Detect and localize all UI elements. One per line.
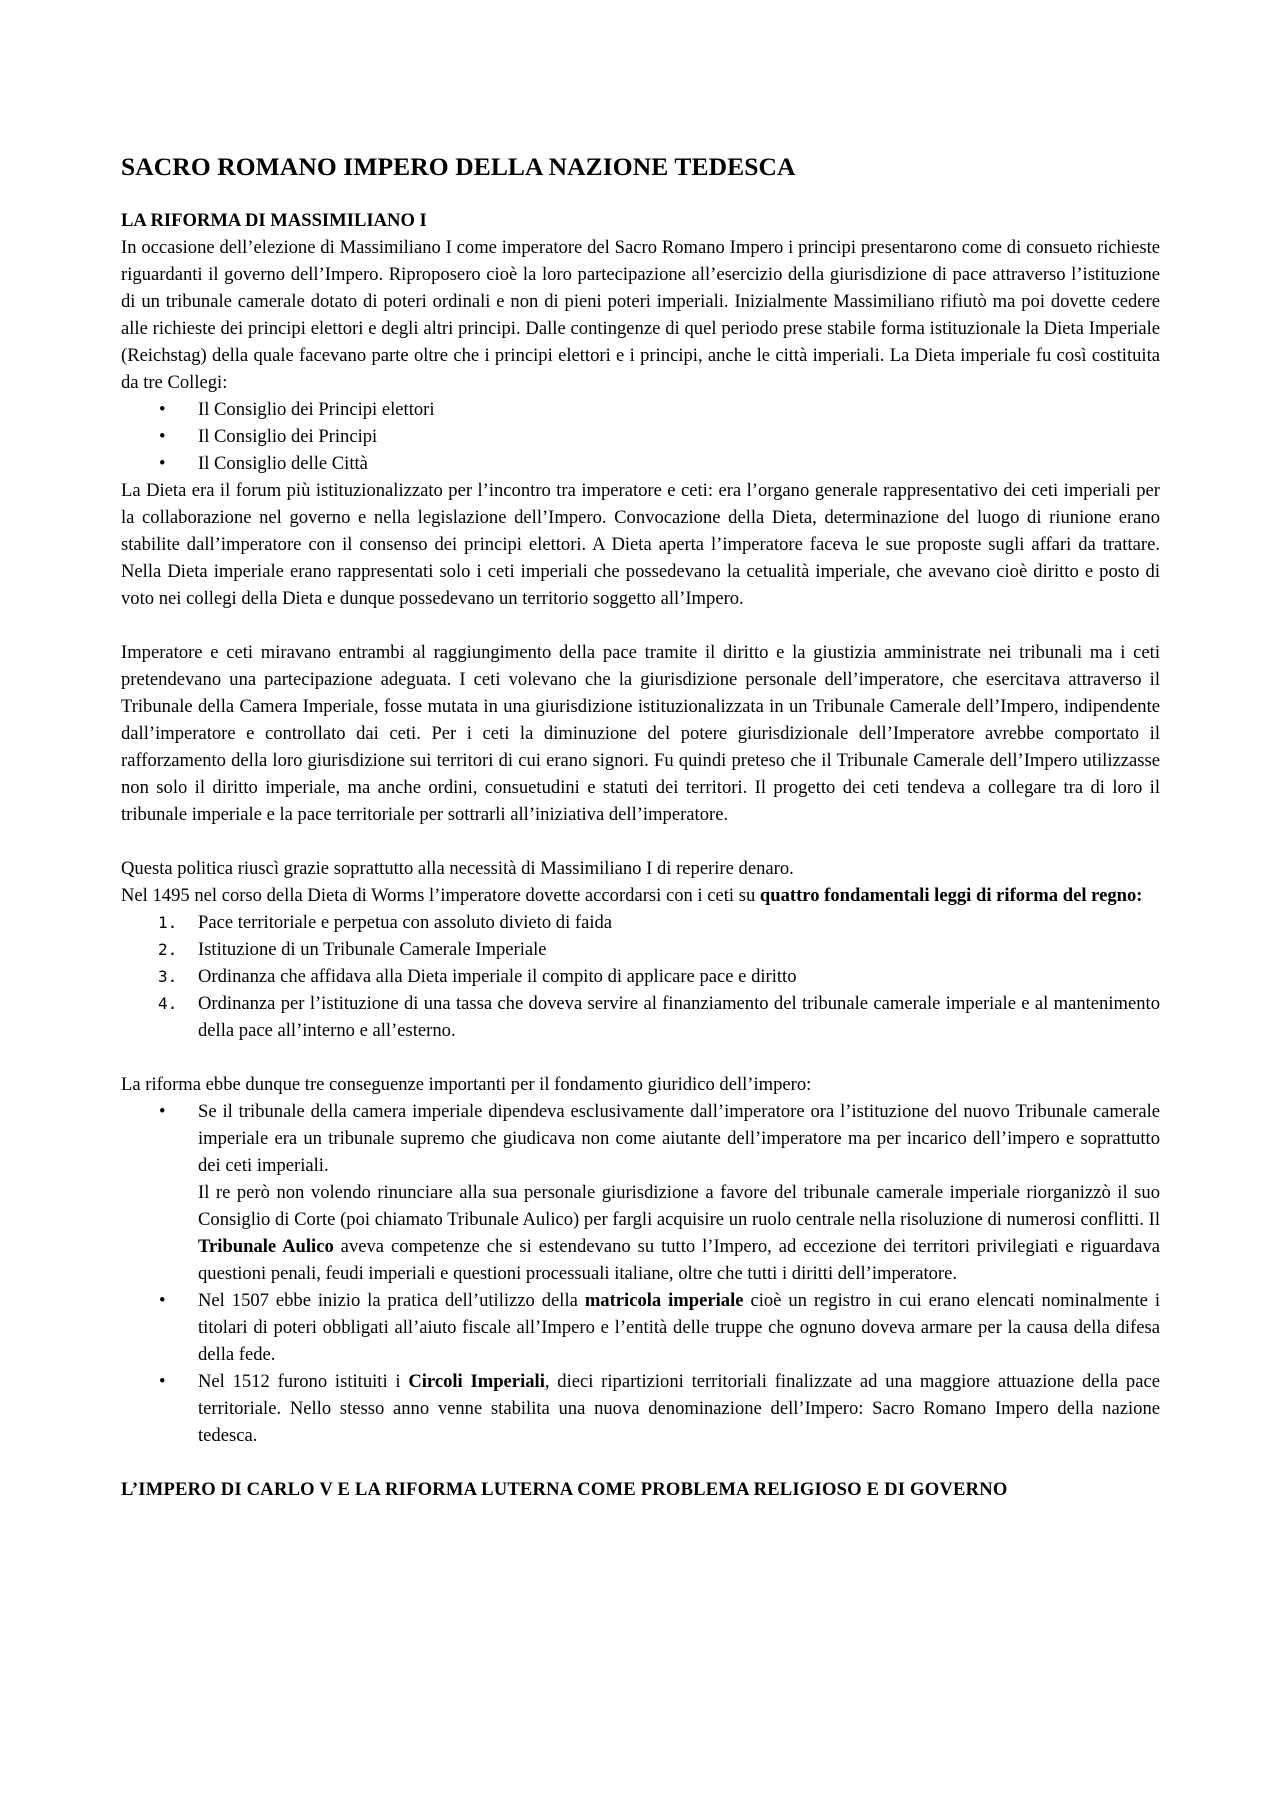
paragraph-imperatore-ceti: Imperatore e ceti miravano entrambi al raggiungimento della pace tramite il diritto e la giustizia amministrate nei tribunali ma i ceti pretendevano una partecipazione adeguata. I ceti volevano che la giurisdizione personale dell’imperatore, che esercitava attraverso il Tribunale della Camera Imperiale, fosse mutata in una giurisdizione istituzionalizzata in un Tribunale Camerale dell’Impero, indipendente dall’imperatore e controllato dai ceti. Per i ceti la diminuzione del potere giurisdizionale dell’Imperatore avrebbe comportato il rafforzamento della loro giurisdizione sui territori di cui erano signori. Fu quindi preteso che il Tribunale Camerale dell’Impero utilizzasse non solo il diritto imperiale, ma anche ordini, consuetudini e statuti dei territori. Il progetto dei ceti tendeva a collegare tra di loro il tribunale imperiale e la pace territoriale per sottrarli all’iniziativa dell’imperatore. <box>121 641 1160 825</box>
list-item-text: , dieci ripartizioni territoriali finalizzate ad una maggiore attuazione della pace territoriale. Nello stesso anno venne stabilita una nuova denominazione dell’Impero: Sacro Romano Impero della nazione tedesca. <box>198 1370 1160 1446</box>
list-number: 2. <box>158 939 178 959</box>
consequences-list <box>121 1098 1160 1449</box>
paragraph-dieta: La Dieta era il forum più istituzionalizzato per l’incontro tra imperatore e ceti: era l’organo generale rappresentativo dei ceti imperiali per la collaborazione nel governo e nella legislazione dell’Impero. Convocazione della Dieta, determinazione del luogo di riunione erano stabilite dall’imperatore con il consenso dei principi elettori. A Dieta aperta l’imperatore faceva le sue proposte sugli affari da trattare. Nella Dieta imperiale erano rappresentati solo i ceti imperiali che possedevano la cetualità imperiale, che avevano cioè diritto e posto di voto nei collegi della Dieta e dunque possedevano un territorio soggetto all’Impero. <box>121 479 1160 609</box>
list-item-text: Nel 1512 furono istituiti i <box>198 1370 409 1392</box>
list-item <box>121 423 1160 450</box>
bullet-marker: • <box>159 1370 166 1392</box>
subparagraph-text: aveva competenze che si estendevano su tutto l’Impero, ad eccezione dei territori privilegiati e riguardava questioni penali, feudi imperiali e questioni processuali italiane, oltre che tutti i diritti dell’imperatore. <box>198 1235 1161 1284</box>
list-item-text: Nel 1507 ebbe inizio la pratica dell’utilizzo della <box>198 1289 585 1311</box>
list-item-text: Pace territoriale e perpetua con assoluto divieto di faida <box>198 911 613 933</box>
paragraph-elezione: In occasione dell’elezione di Massimiliano I come imperatore del Sacro Romano Impero i principi presentarono come di consueto richieste riguardanti il governo dell’Impero. Riproposero cioè la loro partecipazione all’esercizio della giurisdizione di pace attraverso l’istituzione di un tribunale camerale dotato di poteri ordinali e non di pieni poteri imperiali. Inizialmente Massimiliano rifiutò ma poi dovette cedere alle richieste dei principi elettori e degli altri principi. Dalle contingenze di quel periodo prese stabile forma istituzionale la Dieta Imperiale (Reichstag) della quale facevano parte oltre che i principi elettori e i principi, anche le città imperiali. La Dieta imperiale fu così costituita da tre Collegi: <box>121 236 1160 393</box>
colleges-list <box>121 396 1160 477</box>
paragraph-politica-line1: Questa politica riuscì grazie soprattutto alla necessità di Massimiliano I di reperire denaro. <box>121 857 794 879</box>
paragraph-worms-text: Nel 1495 nel corso della Dieta di Worms l’imperatore dovette accordarsi con i ceti su <box>121 884 760 906</box>
paragraph-worms-bold: quattro fondamentali leggi di riforma del regno: <box>759 884 1143 906</box>
list-item <box>121 450 1160 477</box>
list-item <box>121 963 1160 990</box>
list-item <box>121 1287 1160 1368</box>
list-item-text: Ordinanza per l’istituzione di una tassa che doveva servire al finanziamento del tribunale camerale imperiale e al mantenimento della pace all’interno e all’esterno. <box>198 992 1160 1041</box>
list-item <box>121 396 1160 423</box>
list-item <box>121 990 1160 1044</box>
list-item-bold: matricola imperiale <box>584 1289 744 1311</box>
subparagraph-text: Il re però non volendo rinunciare alla sua personale giurisdizione a favore del tribunale camerale imperiale riorganizzò il suo Consiglio di Corte (poi chiamato Tribunale Aulico) per fargli acquisire un ruolo centrale nella risoluzione di numerosi conflitti. Il <box>198 1181 1160 1230</box>
list-number: 4. <box>158 993 178 1013</box>
list-item <box>121 936 1160 963</box>
list-item-text: Il Consiglio delle Città <box>198 452 368 474</box>
subparagraph-bold: Tribunale Aulico <box>198 1235 334 1257</box>
list-item-text: Il Consiglio dei Principi <box>198 425 378 447</box>
list-item <box>121 1368 1160 1449</box>
list-item-subparagraph <box>198 1179 1160 1287</box>
list-number: 3. <box>158 966 178 986</box>
list-item-text: cioè un registro in cui erano elencati nominalmente i titolari di poteri obbligati all’aiuto fiscale all’Impero e l’entità delle truppe che ognuno doveva armare per la causa della difesa della fede. <box>198 1289 1160 1365</box>
section-heading-riforma: LA RIFORMA DI MASSIMILIANO I <box>121 209 427 231</box>
paragraph-conseguenze: La riforma ebbe dunque tre conseguenze importanti per il fondamento giuridico dell’impero: <box>121 1073 812 1095</box>
laws-list <box>121 909 1160 1044</box>
bullet-marker: • <box>159 425 166 447</box>
section-heading-carlo-v: L’IMPERO DI CARLO V E LA RIFORMA LUTERNA COME PROBLEMA RELIGIOSO E DI GOVERNO <box>121 1478 1008 1500</box>
list-item-bold: Circoli Imperiali <box>408 1370 545 1392</box>
list-item-text: Ordinanza che affidava alla Dieta imperiale il compito di applicare pace e diritto <box>198 965 797 987</box>
list-item <box>121 1098 1160 1287</box>
list-item <box>121 909 1160 936</box>
paragraph-politica <box>121 855 1160 909</box>
document-title: SACRO ROMANO IMPERO DELLA NAZIONE TEDESCA <box>121 152 796 181</box>
bullet-marker: • <box>159 452 166 474</box>
list-item-text: Istituzione di un Tribunale Camerale Imperiale <box>198 938 547 960</box>
bullet-marker: • <box>159 1100 166 1122</box>
list-item-text: Il Consiglio dei Principi elettori <box>198 398 435 420</box>
list-item-text: Se il tribunale della camera imperiale dipendeva esclusivamente dall’imperatore ora l’istituzione del nuovo Tribunale camerale imperiale era un tribunale supremo che giudicava non come aiutante dell’imperatore ma per incarico dell’impero e soprattutto dei ceti imperiali. <box>198 1100 1160 1176</box>
bullet-marker: • <box>159 398 166 420</box>
bullet-marker: • <box>159 1289 166 1311</box>
list-number: 1. <box>158 912 178 932</box>
